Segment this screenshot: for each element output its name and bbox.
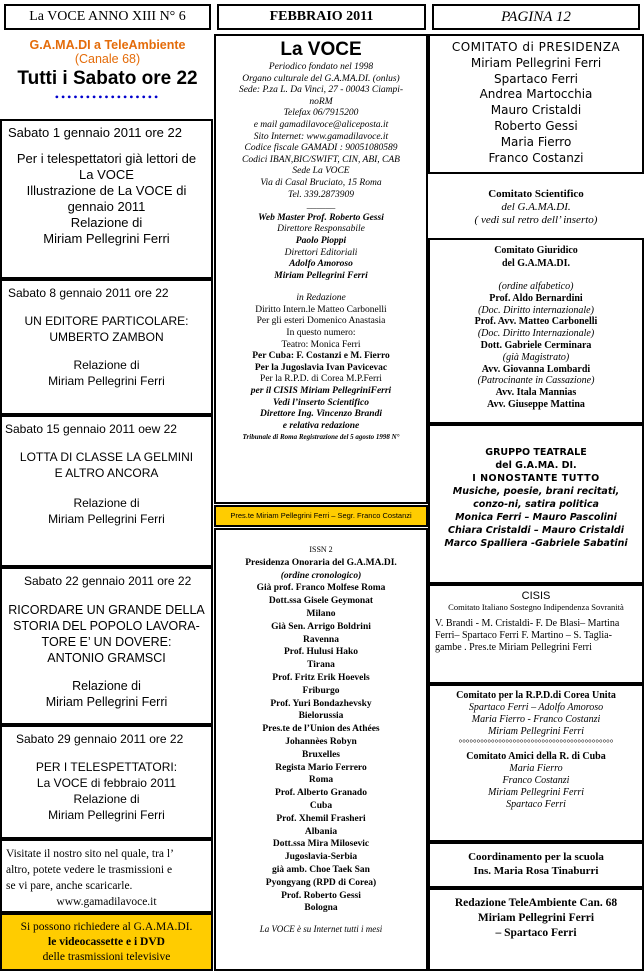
- committee-member: Mauro Cristaldi: [490, 103, 582, 118]
- korea-title: Comitato per la R.P.D.di Corea Unita: [456, 690, 616, 701]
- newsroom-line1: Redazione TeleAmbiente Can. 68: [454, 897, 618, 909]
- masthead-title: La VOCE: [280, 39, 362, 60]
- schedule-item: [0, 567, 213, 725]
- masthead-line: Direttori Editoriali: [284, 247, 358, 258]
- visit-site-box: [0, 839, 213, 913]
- schedule-line: [2, 481, 211, 495]
- schedule-line: UMBERTO ZAMBON: [49, 330, 164, 344]
- honorary-box: [214, 528, 428, 971]
- theatre-title2: del G.A.MA. DI.: [495, 460, 577, 471]
- legal-line: Avv. Giuseppe Mattina: [487, 398, 585, 410]
- visit-line: se vi pare, anche scaricarle.: [6, 880, 133, 892]
- masthead-line: Tribunale di Roma Registrazione del 5 agosto 1998 N°: [242, 433, 400, 442]
- schedule-line: STORIA DEL POPOLO LAVORA-: [13, 619, 200, 633]
- masthead-line: Periodico fondato nel 1998: [268, 62, 374, 72]
- honorary-line: Ravenna: [303, 634, 339, 645]
- honorary-line: Bologna: [304, 903, 338, 914]
- schedule-line: UN EDITORE PARTICOLARE:: [24, 314, 189, 328]
- schedule-line: Relazione di: [73, 496, 140, 510]
- promo-line2: (Canale 68): [74, 52, 141, 66]
- honorary-line: Presidenza Onoraria del G.A.MA.DI.: [245, 557, 397, 568]
- theatre-title1: GRUPPO TEATRALE: [485, 447, 587, 458]
- masthead-line: Per Cuba: F. Costanzi e M. Fierro: [252, 351, 390, 362]
- schedule-line: Per i telespettatori già lettori de: [16, 151, 197, 166]
- school-line1: Coordinamento per la scuola: [468, 851, 604, 863]
- committee-member: Spartaco Ferri: [494, 71, 578, 86]
- header-date: FEBBRAIO 2011: [217, 4, 426, 30]
- honorary-line: Jugoslavia-Serbia: [284, 852, 358, 863]
- promo-decor: •••••••••••••••••: [54, 90, 161, 104]
- masthead-line: Per gli esteri Domenico Anastasia: [256, 316, 386, 327]
- honorary-line: Tirana: [307, 660, 335, 671]
- visit-line: altro, potete vedere le trasmissioni e: [6, 864, 173, 876]
- masthead-line: e relativa redazione: [282, 420, 360, 431]
- theatre-group-box: [428, 424, 644, 584]
- school-line2: Ins. Maria Rosa Tinaburri: [473, 865, 599, 877]
- site-url-link[interactable]: www.gamadilavoce.it: [56, 896, 157, 908]
- honorary-line: Già prof. Franco Molfese Roma: [256, 583, 386, 594]
- honorary-line: Milano: [306, 608, 336, 619]
- masthead-line: Paolo Pioppi: [295, 235, 347, 246]
- scientific-title: Comitato Scientifico: [488, 188, 584, 200]
- masthead-line: Diritto Intern.le Matteo Carbonelli: [255, 304, 387, 315]
- legal-line: [430, 270, 642, 281]
- schedule-line: Relazione di: [72, 679, 141, 693]
- honorary-line: Dott.ssa Mira Milosevic: [272, 839, 370, 850]
- legal-line: (Doc. Diritto internazionale): [478, 304, 594, 316]
- korea-line: Spartaco Ferri – Adolfo Amoroso: [468, 702, 604, 713]
- honorary-line: Albania: [304, 826, 338, 837]
- masthead-line: Sito Internet: www.gamadilavoce.it: [253, 131, 389, 142]
- legal-line: Dott. Gabriele Cerminara: [480, 339, 592, 351]
- cuba-line: Maria Fierro: [509, 763, 563, 774]
- schedule-line: gennaio 2011: [67, 199, 146, 214]
- honorary-line: Prof. Yuri Bondazhevsky: [270, 698, 372, 709]
- legal-title2: del G.A.MA.DI.: [501, 257, 571, 269]
- schedule-line: ANTONIO GRAMSCI: [47, 651, 166, 665]
- committee-member: Miriam Pellegrini Ferri: [470, 55, 602, 70]
- schedule-line: Miriam Pellegrini Ferri: [43, 231, 170, 246]
- cuba-line: Miriam Pellegrini Ferri: [487, 787, 585, 798]
- schedule-line: TORE E’ UN DOVERE:: [41, 635, 172, 649]
- dvd-line1: Si possono richiedere al G.A.MA.DI.: [20, 921, 193, 933]
- masthead-line: Miriam Pellegrini Ferri: [274, 270, 368, 281]
- cuba-line: Spartaco Ferri: [506, 799, 566, 810]
- tv-promo-box: [4, 34, 211, 118]
- cuba-line: Franco Costanzi: [502, 775, 570, 786]
- honorary-line: Pres.te de l’Union des Athées: [262, 724, 380, 735]
- masthead-line: in Redazione: [296, 293, 346, 304]
- schedule-line: La VOCE di febbraio 2011: [36, 776, 177, 790]
- dvd-line2: le videocassette e i DVD: [48, 936, 165, 948]
- schedule-item: [0, 279, 213, 415]
- masthead-line: Vedi l’inserto Scientifico: [272, 397, 370, 408]
- schedule-line: Illustrazione de La VOCE di: [26, 183, 187, 198]
- korea-line: Maria Fierro - Franco Costanzi: [471, 714, 601, 725]
- schedule-date: Sabato 29 gennaio 2011 ore 22: [16, 732, 184, 746]
- honorary-line: Dott.ssa Gisele Geymonat: [268, 596, 374, 607]
- cuba-title: Comitato Amici della R. di Cuba: [466, 751, 606, 762]
- honorary-line: Friburgo: [302, 685, 340, 696]
- schedule-line: Miriam Pellegrini Ferri: [48, 374, 165, 388]
- legal-line: Avv. Giovanna Lombardi: [481, 363, 591, 375]
- masthead-lines: [216, 62, 426, 444]
- legal-line: Prof. Aldo Bernardini: [489, 292, 583, 304]
- masthead-line: Per la R.P.D. di Corea M.P.Ferri: [260, 374, 382, 385]
- masthead-line: Direttore Responsabile: [277, 224, 365, 235]
- masthead-line: Direttore Ing. Vincenzo Brandi: [260, 409, 382, 420]
- theatre-names1: Monica Ferri – Mauro Pascolini: [455, 512, 617, 523]
- honorary-line: ISSN 2: [309, 545, 333, 554]
- masthead-line: Codice fiscale GAMADI : 90051080589: [244, 143, 398, 154]
- masthead-line: ______: [306, 201, 336, 212]
- legal-line: (ordine alfabetico): [498, 281, 574, 292]
- legal-line: (Doc. Diritto Internazionale): [477, 328, 595, 340]
- committee-member: Andrea Martocchia: [479, 87, 593, 102]
- masthead-line: Sede: P.za L. Da Vinci, 27 - 00043 Ciampi-: [238, 85, 404, 96]
- masthead-line: Adolfo Amoroso: [289, 259, 353, 270]
- legal-lines: [430, 270, 642, 411]
- school-coordination-box: [428, 842, 644, 888]
- committee-member: Maria Fierro: [500, 134, 572, 149]
- legal-line: (Patrocinante in Cassazione): [477, 375, 595, 387]
- cisis-title: CISIS: [521, 590, 551, 602]
- honorary-line: Regista Mario Ferrero: [275, 762, 367, 773]
- masthead-line: per il CISIS Miriam PellegriniFerri: [250, 386, 392, 397]
- masthead-line: Via di Casal Bruciato, 15 Roma: [260, 177, 382, 188]
- theatre-names3: Marco Spalliera -Gabriele Sabatini: [444, 538, 628, 549]
- schedule-date: Sabato 1 gennaio 2011 ore 22: [8, 125, 182, 140]
- theatre-names2: Chiara Cristaldi – Mauro Cristaldi: [448, 525, 624, 536]
- presidency-band-text: Pres.te Miriam Pellegrini Ferri – Segr. Franco Costanzi: [230, 511, 412, 520]
- honorary-line: Prof. Alberto Granado: [275, 788, 367, 799]
- schedule-date: Sabato 22 gennaio 2011 ore 22: [24, 574, 192, 588]
- masthead-line: Codici IBAN,BIC/SWIFT, CIN, ABI, CAB: [242, 154, 400, 165]
- honorary-line: già amb. Choe Taek San: [272, 864, 370, 875]
- committee-member: Franco Costanzi: [488, 150, 584, 165]
- masthead-line: Teatro: Monica Ferri: [281, 339, 361, 350]
- cisis-box: [428, 584, 644, 684]
- masthead-line: Web Master Prof. Roberto Gessi: [258, 212, 384, 223]
- schedule-line: Miriam Pellegrini Ferri: [45, 695, 168, 709]
- promo-title: Tutti i Sabato ore 22: [17, 68, 198, 89]
- cisis-body: V. Brandi - M. Cristaldi- F. De Blasi– Martina Ferri– Spartaco Ferri F. Martino – S. Taglia-gambe . Pres.te Miriam Pellegrini Ferri: [435, 618, 620, 653]
- cisis-subtitle: Comitato Italiano Sostegno Indipendenza Sovranità: [448, 602, 624, 612]
- legal-line: Avv. Itala Mannias: [495, 387, 577, 399]
- dvd-request-box: [0, 913, 213, 971]
- honorary-line: Bruxelles: [302, 749, 340, 760]
- legal-line: (già Magistrato): [502, 351, 570, 363]
- honorary-line: Prof. Hulusi Hako: [284, 647, 358, 658]
- schedule-line: LOTTA DI CLASSE LA GELMINI: [19, 450, 194, 464]
- korea-divider: °°°°°°°°°°°°°°°°°°°°°°°°°°°°°°°°°°°°°°°°°°°: [458, 738, 614, 748]
- masthead-line: Tel. 339.2873909: [288, 189, 354, 200]
- schedule-item: [0, 415, 213, 567]
- masthead-line: [216, 282, 426, 293]
- masthead-line: Sede La VOCE: [292, 166, 350, 177]
- honorary-line: Cuba: [309, 800, 333, 811]
- honorary-line: Bielorussia: [298, 711, 344, 722]
- schedule-line: Relazione di: [73, 792, 140, 806]
- schedule-line: Miriam Pellegrini Ferri: [48, 808, 165, 822]
- legal-committee-box: [428, 238, 644, 424]
- schedule-line: E ALTRO ANCORA: [54, 466, 159, 480]
- schedule-item: [0, 725, 213, 839]
- scientific-committee: [428, 174, 644, 238]
- honorary-line: La VOCE è su Internet tutti i mesi: [259, 924, 383, 935]
- schedule-date: Sabato 15 gennaio 2011 oew 22: [5, 422, 177, 436]
- masthead-line: In questo numero:: [286, 328, 356, 339]
- legal-line: Prof. Avv. Matteo Carbonelli: [474, 316, 598, 328]
- scientific-line2: ( vedi sul retro dell’ inserto): [474, 214, 598, 226]
- masthead-line: e mail gamadilavoce@aliceposta.it: [253, 119, 389, 130]
- honorary-lines: [216, 544, 426, 936]
- presidency-committee-box: [428, 34, 644, 174]
- schedule-line: RICORDARE UN GRANDE DELLA: [8, 603, 205, 617]
- honorary-line: Prof. Fritz Erik Hoevels: [272, 672, 370, 683]
- header-page: PAGINA 12: [432, 4, 640, 30]
- schedule-line: Relazione di: [73, 358, 140, 372]
- tv-newsroom-box: [428, 888, 644, 971]
- honorary-line: (ordine cronologico): [280, 570, 362, 581]
- legal-title1: Comitato Giuridico: [494, 245, 578, 256]
- honorary-line: Johannèes Robyn: [285, 736, 357, 747]
- schedule-line: La VOCE: [79, 167, 134, 182]
- schedule-line: Miriam Pellegrini Ferri: [48, 512, 165, 526]
- masthead-line: Telefax 06/7915200: [283, 108, 359, 119]
- presidency-band: [214, 505, 428, 527]
- honorary-line: Prof. Roberto Gessi: [281, 890, 361, 901]
- promo-line1: G.A.MA.DI a TeleAmbiente: [29, 38, 186, 52]
- committee-member: Roberto Gessi: [494, 118, 578, 133]
- korea-line: Miriam Pellegrini Ferri: [487, 726, 585, 737]
- newsroom-line2: Miriam Pellegrini Ferri: [477, 912, 595, 924]
- korea-cuba-box: [428, 684, 644, 842]
- schedule-line: [2, 345, 211, 357]
- schedule-line: PER I TELESPETTATORI:: [35, 760, 178, 774]
- honorary-line: Roma: [308, 775, 334, 786]
- schedule-line: Relazione di: [70, 215, 143, 230]
- masthead-box: [214, 34, 428, 504]
- presidency-committee-title: COMITATO di PRESIDENZA: [451, 40, 621, 54]
- theatre-desc: Musiche, poesie, brani recitati, conzo-ni, satira politica: [452, 486, 620, 510]
- masthead-line: noRM: [309, 96, 333, 107]
- schedule-item: [0, 119, 213, 279]
- theatre-title3: I NONOSTANTE TUTTO: [472, 473, 600, 484]
- dvd-line3: delle trasmissioni televisive: [42, 951, 171, 963]
- newsroom-line3: – Spartaco Ferri: [495, 927, 577, 939]
- masthead-line: Per la Jugoslavia Ivan Pavicevac: [254, 362, 388, 373]
- schedule-date: Sabato 8 gennaio 2011 ore 22: [8, 286, 169, 300]
- honorary-line: Già Sen. Arrigo Boldrini: [271, 621, 371, 632]
- honorary-line: Prof. Xhemil Frasheri: [276, 813, 366, 824]
- visit-line: Visitate il nostro sito nel quale, tra l’: [6, 848, 174, 860]
- masthead-line: Organo culturale del G.A.MA.DI. (onlus): [242, 73, 400, 84]
- scientific-line1: del G.A.MA.DI.: [501, 201, 571, 213]
- schedule-line: [2, 666, 211, 678]
- header-issue: La VOCE ANNO XIII N° 6: [4, 4, 211, 30]
- honorary-line: [216, 915, 426, 923]
- honorary-line: Pyongyang (RPD di Corea): [265, 877, 377, 888]
